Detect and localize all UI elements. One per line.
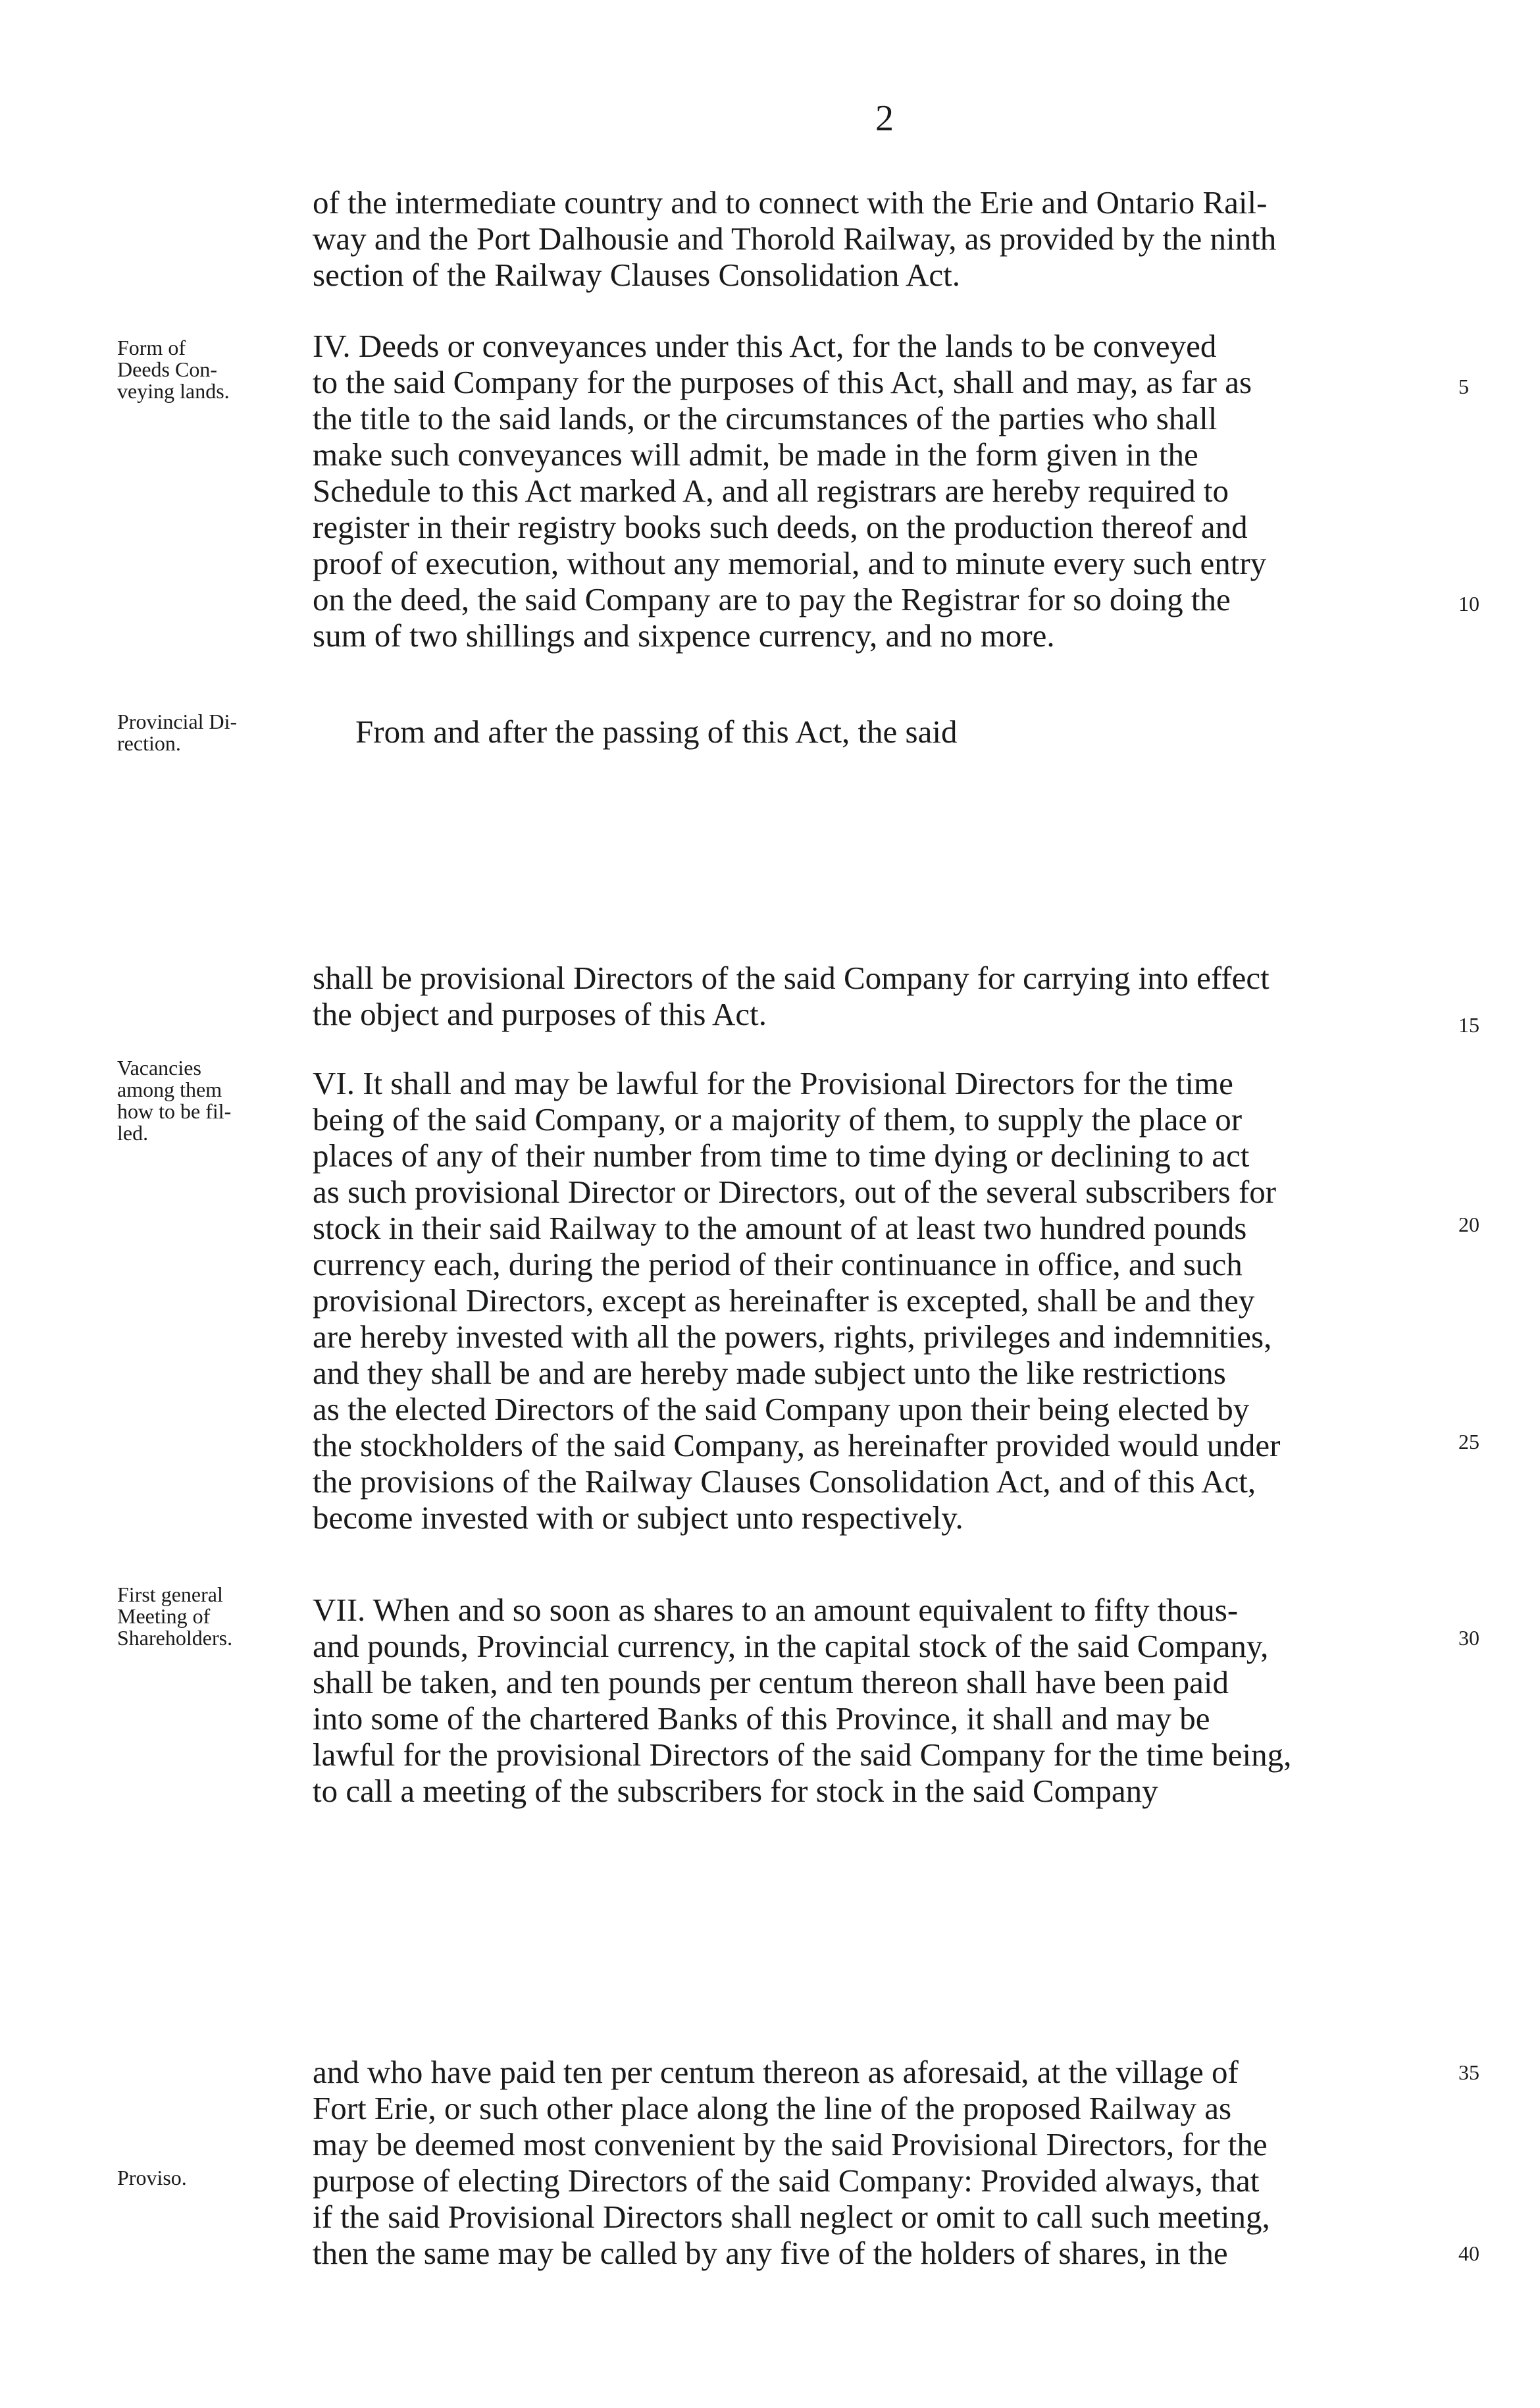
line-number: 25	[1458, 1430, 1479, 1453]
line-number: 30	[1458, 1626, 1479, 1650]
paragraph-continuation: of the intermediate country and to connect with the Erie and Ontario Rail- way and the Port Dalhousie and Thorold Railway, as provided by the ninth section of the Railway Clauses Consolidation Act.	[313, 184, 1277, 293]
line-number: 35	[1458, 2060, 1479, 2084]
margin-note-form-of-deeds: Form of Deeds Con- veying lands.	[117, 336, 230, 403]
margin-note-vacancies: Vacancies among them how to be fil- led.	[117, 1056, 232, 1145]
margin-note-first-general-meeting: First general Meeting of Shareholders.	[117, 1583, 233, 1650]
paragraph-section-v-end: shall be provisional Directors of the said Company for carrying into effect the object and purposes of this Act.	[313, 960, 1270, 1032]
margin-note-provincial-direction: Provincial Di- rection.	[117, 710, 238, 755]
page-number: 2	[875, 98, 894, 139]
paragraph-section-v-start: From and after the passing of this Act, the said	[355, 714, 958, 750]
paragraph-section-vi: VI. It shall and may be lawful for the Provisional Directors for the time being of the said Company, or a majority of them, to supply the place or places of any of their number from time to time dying or declining to act as such provisional Director or Directors, out of the several subscribers for stock in their said Railway to the amount of at least two hundred pounds currency each, during the period of their continuance in office, and such provisional Directors, except as hereinafter is excepted, shall be and they are hereby invested with all the powers, rights, privileges and indemnities, and they shall be and are hereby made subject unto the like restrictions as the elected Directors of the said Company upon their being elected by the stockholders of the said Company, as hereinafter provided would under the provisions of the Railway Clauses Consolidation Act, and of this Act, become invested with or subject unto respectively.	[313, 1065, 1281, 1536]
line-number: 5	[1458, 375, 1469, 398]
line-number: 40	[1458, 2241, 1479, 2265]
paragraph-section-vii-cont: and who have paid ten per centum thereon as aforesaid, at the village of Fort Erie, or such other place along the line of the proposed Railway as may be deemed most convenient by the said Provisional Directors, for the purpose of electing Directors of the said Company: Provided always, that if the said Provisional Directors shall neglect or omit to call such meeting, then the same may be called by any five of the holders of shares, in the	[313, 2054, 1270, 2271]
blank-space	[313, 764, 1431, 948]
blank-space	[313, 1823, 1431, 2041]
paragraph-section-vii: VII. When and so soon as shares to an amount equivalent to fifty thous- and pounds, Provincial currency, in the capital stock of the said Company, shall be taken, and ten pounds per centum thereon shall have been paid into some of the chartered Banks of this Province, it shall and may be lawful for the provisional Directors of the said Company for the time being, to call a meeting of the subscribers for stock in the said Company	[313, 1592, 1292, 1809]
margin-note-proviso: Proviso.	[117, 2166, 187, 2189]
paragraph-section-iv: IV. Deeds or conveyances under this Act, for the lands to be conveyed to the said Company for the purposes of this Act, shall and may, as far as the title to the said lands, or the circumstances of the parties who shall make such conveyances will admit, be made in the form given in the Schedule to this Act marked A, and all registrars are hereby required to register in their registry books such deeds, on the production thereof and proof of execution, without any memorial, and to minute every such entry on the deed, the said Company are to pay the Registrar for so doing the sum of two shillings and sixpence currency, and no more.	[313, 328, 1267, 654]
line-number: 10	[1458, 592, 1479, 615]
line-number: 20	[1458, 1213, 1479, 1236]
line-number: 15	[1458, 1013, 1479, 1037]
